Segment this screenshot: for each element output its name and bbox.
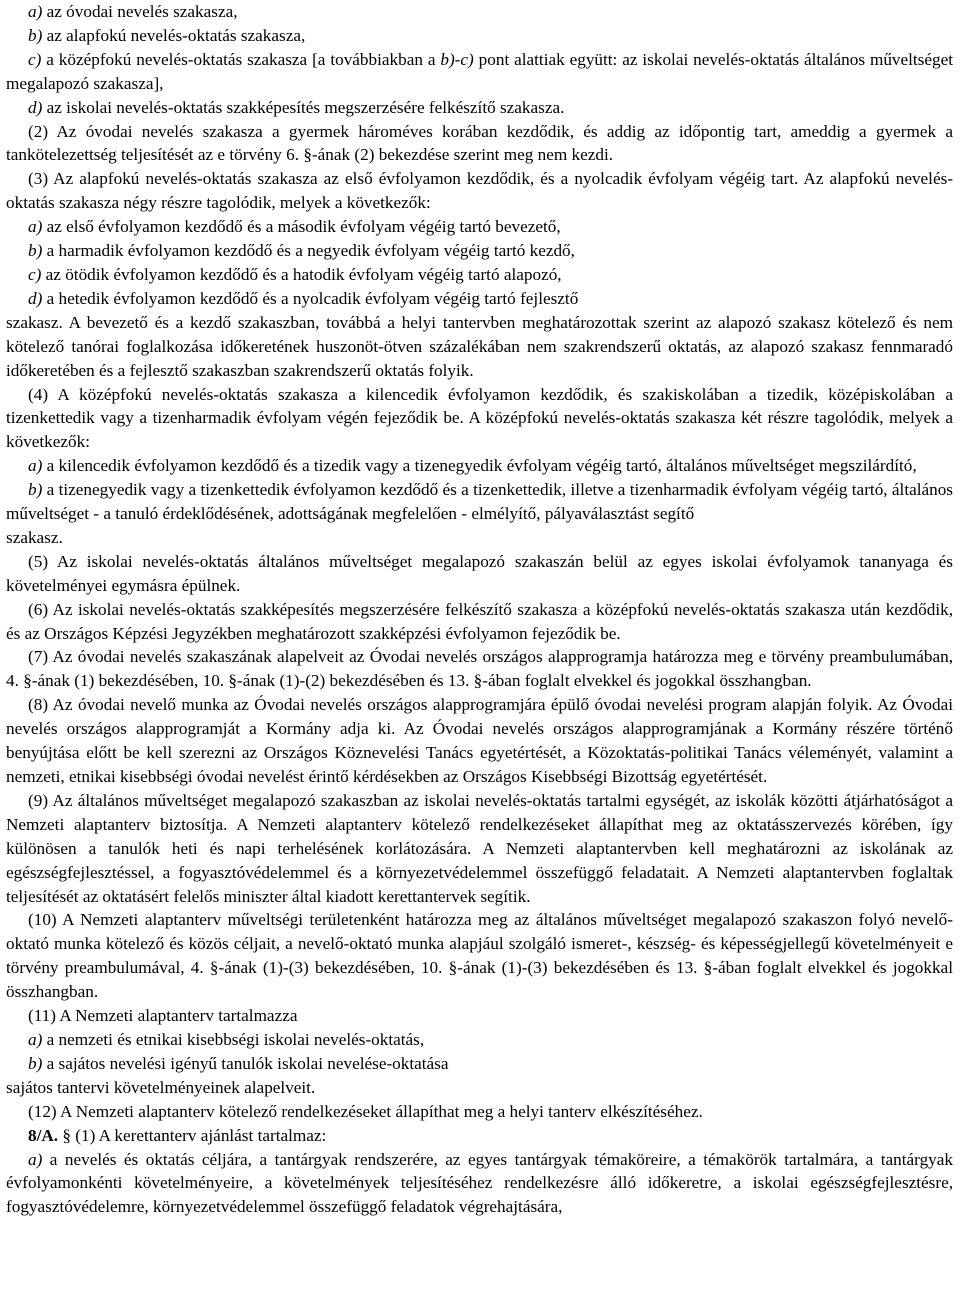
paragraph-8: (8) Az óvodai nevelő munka az Óvodai nevelés országos alapprogramjára épülő óvodai nevelési program alapján folyik. Az Óvodai nevelés országos alapprogramját a Kormány adja ki. Az Óvodai nevelés országos alapprogramjának a Kormány részére történő benyújtása előtt be kell szerezni az Országos Köznevelési Tanács egyetértését, a Közoktatás-politikai Tanács véleményét, valamint a nemzeti, etnikai kisebbségi óvodai nevelést érintő kérdésekben az Országos Kisebbségi Bizottság egyetértését. (6, 695, 953, 786)
p11-closing: sajátos tantervi követelményeinek alapelveit. (6, 1077, 316, 1097)
paragraph-7: (7) Az óvodai nevelés szakaszának alapelveit az Óvodai nevelés országos alapprogramja határozza meg e törvény preambulumában, 4. §-ának (1) bekezdésében, 10. §-ának (1)-(2) bekezdésében és 13. §-ában foglalt elvekkel és jogokkal összhangban. (6, 647, 953, 691)
section-8a-heading (6, 1124, 953, 1148)
item-marker: c) (28, 49, 42, 69)
p4-closing: szakasz. (6, 527, 63, 547)
item-marker: b) (28, 241, 43, 261)
item-marker: a) (28, 217, 43, 237)
item-text: a kilencedik évfolyamon kezdődő és a tizedik vagy a tizenegyedik évfolyam végéig tartó, általános műveltséget megszilárdító, (42, 456, 917, 476)
item-marker: b) (28, 480, 43, 500)
section-number: 8/A. (28, 1125, 59, 1145)
item-text: a tizenegyedik vagy a tizenkettedik évfolyamon kezdődő és a tizenkettedik, illetve a tizenharmadik évfolyam végéig tartó, általános műveltséget - a tanuló érdeklődésének, adottságának megfelelően - elmélyítő, pályaválasztást segítő (6, 480, 953, 524)
item-text: a hetedik évfolyamon kezdődő és a nyolcadik évfolyam végéig tartó fejlesztő (42, 288, 579, 308)
section-text: § (1) A kerettanterv ajánlást tartalmaz: (58, 1125, 327, 1145)
item-text: a harmadik évfolyamon kezdődő és a negyedik évfolyam végéig tartó kezdő, (42, 241, 575, 261)
paragraph-5: (5) Az iskolai nevelés-oktatás általános műveltséget megalapozó szakaszán belül az egyes iskolai évfolyamok tananyaga és követelményei egymásra épülnek. (6, 551, 953, 595)
item-ref: b)-c) (440, 49, 474, 69)
p11-item-a (6, 1028, 953, 1052)
p3-item-c (6, 263, 953, 287)
item-marker: a) (28, 456, 43, 476)
item-text: az óvodai nevelés szakasza, (42, 2, 238, 21)
p3-item-b (6, 239, 953, 263)
paragraph-2: (2) Az óvodai nevelés szakasza a gyermek hároméves korában kezdődik, és addig az időpontig tart, ameddig a gyermek a tankötelezettség teljesítését az e törvény 6. §-ának (2) bekezdése szerint meg nem kezdi. (6, 121, 953, 165)
paragraph-12: (12) A Nemzeti alaptanterv kötelező rendelkezéseket állapíthat meg a helyi tanterv elkészítéséhez. (28, 1101, 703, 1121)
list-item-d (6, 96, 953, 120)
paragraph-3: (3) Az alapfokú nevelés-oktatás szakasza az első évfolyamon kezdődik, és a nyolcadik évfolyam végéig tart. Az alapfokú nevelés-oktatás szakasza négy részre tagolódik, melyek a következők: (6, 169, 953, 213)
item-text: az alapfokú nevelés-oktatás szakasza, (42, 25, 306, 45)
item-marker: c) (28, 264, 42, 284)
item-text: a nevelés és oktatás céljára, a tantárgyak rendszerére, az egyes tantárgyak témaköreire, a témakörök tartalmára, a tantárgyak évfolyamonkénti követelményeire, a követelmények teljesítéséhez rendelkezésre álló időkeretre, a iskolai egészségfejlesztésre, fogyasztóvédelemre, környezetvédelemmel összefüggő feladatok végrehajtására, (6, 1149, 953, 1217)
paragraph-10: (10) A Nemzeti alaptanterv műveltségi területenként határozza meg az általános műveltséget megalapozó szakaszon folyó nevelő-oktató munka kötelező és közös céljait, a nevelő-oktató munka alapjául szolgáló ismeret-, készség- és képességjellegű követelményeit e törvény preambulumával, 4. §-ának (1)-(3) bekezdésében, 10. §-ának (1)-(3) bekezdésében és 13. §-ában foglalt elvekkel és jogokkal összhangban. (6, 910, 953, 1002)
s8a-item-a (6, 1148, 953, 1220)
list-item-a (6, 0, 953, 24)
item-marker: a) (28, 1029, 43, 1049)
paragraph-9: (9) Az általános műveltséget megalapozó szakaszban az iskolai nevelés-oktatás tartalmi egységét, az iskolák közötti átjárhatóságot a Nemzeti alaptanterv biztosítja. A Nemzeti alaptanterv kötelező rendelkezéseket állapíthat meg az oktatásszervezés körében, így különösen a tanulók heti és napi terhelésének korlátozására. A Nemzeti alaptantervben kell meghatározni az iskolának az egészségfejlesztéssel, a fogyasztóvédelemmel és a környezetvédelemmel összefüggő feladatait. A Nemzeti alaptantervben foglaltak teljesítését az oktatásért felelős miniszter által kiadott kerettantervek segítik. (6, 790, 953, 906)
list-item-b (6, 24, 953, 48)
p3-item-d (6, 287, 953, 311)
item-marker: b) (28, 25, 43, 45)
item-text: az ötödik évfolyamon kezdődő és a hatodik évfolyam végéig tartó alapozó, (41, 264, 562, 284)
item-text: az első évfolyamon kezdődő és a második évfolyam végéig tartó bevezető, (42, 217, 561, 237)
p3-item-a (6, 215, 953, 239)
paragraph-6: (6) Az iskolai nevelés-oktatás szakképesítés megszerzésére felkészítő szakasza a középfokú nevelés-oktatás szakasza után kezdődik, és az Országos Képzési Jegyzékben meghatározott szakképzési évfolyamon fejeződik be. (6, 599, 953, 643)
item-marker: d) (28, 97, 43, 117)
item-marker: a) (28, 2, 43, 21)
item-marker: d) (28, 288, 43, 308)
p4-item-a (6, 454, 953, 478)
item-marker: a) (28, 1149, 43, 1169)
p3-closing: szakasz. A bevezető és a kezdő szakaszban, továbbá a helyi tantervben meghatározottak szerint az alapozó szakasz kötelező és nem kötelező tanórai foglalkozása időkeretének huszonöt-ötven százalékában nem szakrendszerű oktatás, az alapozó szakasz fennmaradó időkeretében és a fejlesztő szakaszban szakrendszerű oktatás folyik. (6, 312, 953, 380)
item-text-cont: pont alattiak együtt: az iskolai nevelés-oktatás általános műveltséget megalapozó szakasza], (6, 49, 953, 93)
list-item-c (6, 48, 953, 96)
item-text: a sajátos nevelési igényű tanulók iskolai nevelése-oktatása (42, 1053, 449, 1073)
item-text: az iskolai nevelés-oktatás szakképesítés megszerzésére felkészítő szakasza. (42, 97, 565, 117)
paragraph-4: (4) A középfokú nevelés-oktatás szakasza a kilencedik évfolyamon kezdődik, és szakiskolában a tizedik, középiskolában a tizenkettedik vagy a tizenharmadik évfolyam végén fejeződik be. A középfokú nevelés-oktatás szakasza két részre tagolódik, melyek a következők: (6, 384, 953, 452)
p11-item-b (6, 1052, 953, 1076)
item-marker: b) (28, 1053, 43, 1073)
paragraph-11: (11) A Nemzeti alaptanterv tartalmazza (28, 1006, 298, 1026)
p4-item-b (6, 478, 953, 526)
item-text: a középfokú nevelés-oktatás szakasza [a továbbiakban a (41, 49, 441, 69)
item-text: a nemzeti és etnikai kisebbségi iskolai nevelés-oktatás, (42, 1029, 425, 1049)
